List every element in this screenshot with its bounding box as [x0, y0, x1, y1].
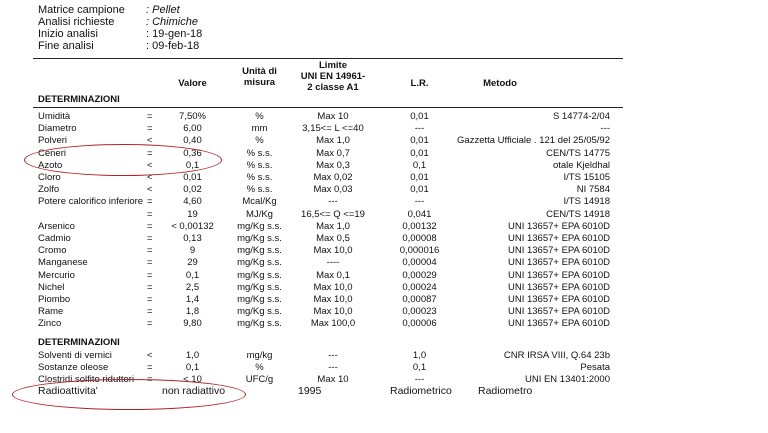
row-method: CNR IRSA VIII, Q.64 23b	[503, 350, 610, 361]
row-name: Clostridi solfito riduttori	[38, 374, 135, 385]
row-method: Gazzetta Ufficiale . 121 del 25/05/92	[457, 135, 610, 147]
row-limit: Max 0,7	[316, 147, 350, 159]
row-operator: <	[147, 184, 153, 196]
table-row	[0, 111, 768, 123]
header-field-label: Fine analisi	[38, 40, 94, 52]
row-name: Piombo	[38, 294, 71, 305]
row-method: Pesata	[580, 362, 610, 373]
row-name: Sostanze oleose	[38, 362, 109, 373]
row-unit: %	[255, 111, 264, 122]
table-row	[0, 362, 768, 374]
row-operator: <	[147, 135, 153, 147]
row-method: UNI EN 13401:2000	[524, 374, 610, 385]
row-limit: Max 10,0	[313, 281, 353, 293]
row-method: I/TS 15105	[563, 172, 610, 183]
row-operator: =	[147, 196, 153, 208]
row-lr: 0,00004	[402, 257, 437, 269]
col-limite-line1: Limite	[319, 60, 347, 71]
row-value: 9,80	[183, 318, 202, 330]
row-name: Ceneri	[38, 147, 66, 159]
row-value: 0,1	[185, 159, 200, 171]
row-method: UNI 13657+ EPA 6010D	[507, 220, 610, 232]
row-operator: =	[147, 111, 153, 122]
row-operator: =	[147, 257, 153, 269]
row-name: Zolfo	[38, 184, 60, 196]
table-row	[0, 184, 768, 196]
row-unit: % s.s.	[246, 184, 273, 196]
row-name: Manganese	[38, 257, 88, 269]
row-limit: 3,15<= L <=40	[302, 123, 364, 135]
row-method: S 14774-2/04	[552, 111, 610, 122]
row-limit: Max 10	[317, 374, 349, 385]
row-unit: Mcal/Kg	[242, 196, 277, 208]
row-lr: 0,1	[412, 159, 427, 171]
row-lr: ---	[414, 123, 425, 135]
row-method: I/TS 14918	[563, 196, 610, 208]
row-method: UNI 13657+ EPA 6010D	[507, 245, 610, 257]
row-value: 0,36	[183, 147, 202, 159]
header-field-label: Analisi richieste	[38, 16, 115, 28]
row-lr: 0,000016	[399, 245, 440, 257]
row-operator: <	[147, 172, 153, 183]
row-name: Cadmio	[38, 233, 71, 244]
row-unit: MJ/Kg	[246, 208, 273, 220]
row-value: 4,60	[183, 196, 202, 208]
radio-name: Radioattivita'	[38, 385, 98, 397]
row-limit: 16,5<= Q <=19	[301, 208, 365, 220]
row-method: CEN/TS 14918	[546, 208, 610, 220]
table-row	[0, 257, 768, 269]
row-operator: =	[147, 269, 153, 281]
row-operator: =	[147, 220, 153, 232]
section-title: DETERMINAZIONI	[38, 94, 120, 105]
row-limit: Max 100,0	[310, 318, 356, 330]
row-limit: Max 10,0	[313, 245, 353, 257]
row-operator: =	[147, 208, 153, 220]
row-method: UNI 13657+ EPA 6010D	[507, 281, 610, 293]
row-lr: ---	[414, 196, 425, 208]
row-value: 0,02	[183, 184, 202, 196]
header-field-value: : 09-feb-18	[146, 40, 200, 52]
table-row	[0, 282, 768, 294]
col-metodo: Metodo	[483, 78, 517, 89]
row-lr: ---	[414, 374, 425, 385]
row-name: Azoto	[38, 159, 63, 171]
header-field-value: : Pellet	[146, 4, 180, 16]
row-limit: Max 0,5	[316, 233, 350, 244]
row-name: Potere calorifico inferiore	[38, 196, 144, 208]
radio-method: Radiometro	[478, 385, 533, 397]
row-unit: %	[255, 362, 264, 373]
row-unit: mg/Kg s.s.	[237, 318, 282, 330]
row-value: 2,5	[185, 281, 200, 293]
row-lr: 0,00008	[402, 233, 437, 244]
row-value: 19	[187, 208, 198, 220]
row-method: otale Kjeldhal	[552, 159, 610, 171]
row-value: 9	[189, 245, 196, 257]
row-unit: mg/Kg s.s.	[237, 306, 282, 318]
row-lr: 0,00024	[402, 281, 437, 293]
col-limite	[288, 60, 378, 93]
row-limit: Max 10,0	[313, 306, 353, 318]
col-lr: L.R.	[410, 78, 429, 89]
row-value: 0,1	[185, 362, 200, 373]
row-lr: 0,1	[412, 362, 427, 373]
header-rule	[33, 107, 623, 108]
row-method: UNI 13657+ EPA 6010D	[507, 269, 610, 281]
row-operator: =	[147, 281, 153, 293]
row-unit: mg/kg	[246, 350, 273, 361]
col-valore: Valore	[178, 78, 207, 89]
col-limite-line2: UNI EN 14961-	[300, 71, 366, 82]
row-limit: Max 0,02	[313, 172, 353, 183]
table-row	[0, 233, 768, 245]
col-limite-line3: 2 classe A1	[307, 82, 359, 93]
row-operator: =	[147, 318, 153, 330]
row-unit: mg/Kg s.s.	[237, 245, 282, 257]
row-name: Cloro	[38, 172, 61, 183]
row-name: Cromo	[38, 245, 67, 257]
row-lr: 0,00132	[402, 220, 437, 232]
col-unita-line2: misura	[243, 77, 276, 88]
row-limit: Max 0,1	[316, 269, 350, 281]
row-limit: ---	[328, 350, 338, 361]
row-value: 0,1	[185, 269, 200, 281]
row-limit: ----	[326, 257, 340, 269]
table-row	[0, 318, 768, 330]
row-operator: =	[147, 306, 153, 318]
row-name: Nichel	[38, 281, 65, 293]
table-row	[0, 294, 768, 306]
row-value: 0,40	[183, 135, 202, 147]
row-method: UNI 13657+ EPA 6010D	[507, 306, 610, 318]
row-unit: mg/Kg s.s.	[237, 220, 282, 232]
highlight-radio-ellipse	[12, 379, 246, 410]
row-unit: % s.s.	[246, 147, 273, 159]
row-name: Rame	[38, 306, 64, 318]
table-row	[0, 245, 768, 257]
highlight-ceneri-ellipse	[24, 144, 222, 176]
row-limit: ---	[328, 362, 338, 373]
row-unit: %	[255, 135, 264, 147]
table-row	[0, 196, 768, 208]
top-rule	[33, 58, 623, 59]
header-field-value: : Chimiche	[146, 16, 198, 28]
row-lr: 1,0	[412, 350, 427, 361]
row-limit: Max 0,3	[316, 159, 350, 171]
row-limit: Max 0,03	[313, 184, 353, 196]
row-unit: mm	[251, 123, 268, 135]
row-value: 7,50%	[179, 111, 206, 122]
row-name: Umidità	[38, 111, 71, 122]
table-row	[0, 123, 768, 135]
row-unit: % s.s.	[246, 159, 273, 171]
row-name: Diametro	[38, 123, 77, 135]
row-unit: mg/Kg s.s.	[237, 257, 282, 269]
col-unita	[232, 66, 287, 88]
row-operator: =	[147, 147, 153, 159]
row-method: ---	[600, 123, 610, 135]
row-method: CEN/TS 14775	[546, 147, 610, 159]
row-operator: =	[147, 233, 153, 244]
table-row	[0, 209, 768, 221]
row-lr: 0,041	[407, 208, 432, 220]
row-name: Mercurio	[38, 269, 75, 281]
row-operator: =	[147, 294, 153, 305]
row-unit: mg/Kg s.s.	[237, 233, 282, 244]
row-operator: <	[147, 350, 153, 361]
row-operator: =	[147, 245, 153, 257]
row-limit: Max 10	[317, 111, 349, 122]
row-name: Zinco	[38, 318, 62, 330]
row-value: < 10	[183, 374, 202, 385]
row-method: UNI 13657+ EPA 6010D	[507, 294, 610, 305]
table-row	[0, 306, 768, 318]
row-method: NI 7584	[576, 184, 610, 196]
row-value: < 0,00132	[171, 220, 214, 232]
table-row	[0, 221, 768, 233]
row-lr: 0,01	[410, 147, 429, 159]
row-unit: mg/Kg s.s.	[237, 269, 282, 281]
row-name: Solventi di vernici	[38, 350, 112, 361]
row-unit: mg/Kg s.s.	[237, 281, 282, 293]
row-method: UNI 13657+ EPA 6010D	[507, 318, 610, 330]
row-lr: 0,01	[410, 111, 429, 122]
row-limit: Max 1,0	[316, 220, 350, 232]
row-value: 1,8	[185, 306, 200, 318]
row-lr: 0,01	[410, 135, 429, 147]
header-field-value: : 19-gen-18	[146, 28, 203, 40]
row-lr: 0,00029	[402, 269, 437, 281]
row-operator: =	[147, 123, 153, 135]
row-value: 0,13	[183, 233, 202, 244]
row-value: 29	[187, 257, 198, 269]
row-value: 1,4	[185, 294, 200, 305]
row-unit: % s.s.	[246, 172, 273, 183]
row-limit: ---	[328, 196, 338, 208]
radio-lr: Radiometrico	[390, 385, 452, 397]
row-value: 6,00	[183, 123, 202, 135]
col-unita-line1: Unità di	[242, 66, 277, 77]
row-unit: UFC/g	[245, 374, 274, 385]
row-lr: 0,00023	[402, 306, 437, 318]
row-lr: 0,00087	[402, 294, 437, 305]
row-lr: 0,01	[410, 184, 429, 196]
row-value: 1,0	[185, 350, 200, 361]
row-operator: =	[147, 374, 153, 385]
row-name: Arsenico	[38, 220, 75, 232]
row-lr: 0,00006	[402, 318, 437, 330]
section2-title: DETERMINAZIONI	[38, 337, 120, 348]
row-limit: Max 10,0	[313, 294, 353, 305]
row-operator: <	[147, 159, 153, 171]
header-field-label: Inizio analisi	[38, 28, 98, 40]
radio-value: non radiattivo	[162, 385, 226, 397]
row-method: UNI 13657+ EPA 6010D	[507, 257, 610, 269]
row-name: Polveri	[38, 135, 68, 147]
row-lr: 0,01	[410, 172, 429, 183]
table-row	[0, 350, 768, 362]
header-field-label: Matrice campione	[38, 4, 125, 16]
row-unit: mg/Kg s.s.	[237, 294, 282, 305]
row-limit: Max 1,0	[316, 135, 350, 147]
radio-limit: 1995	[298, 385, 322, 397]
table-row	[0, 270, 768, 282]
row-value: 0,01	[183, 172, 202, 183]
row-operator: =	[147, 362, 153, 373]
row-method: UNI 13657+ EPA 6010D	[507, 233, 610, 244]
